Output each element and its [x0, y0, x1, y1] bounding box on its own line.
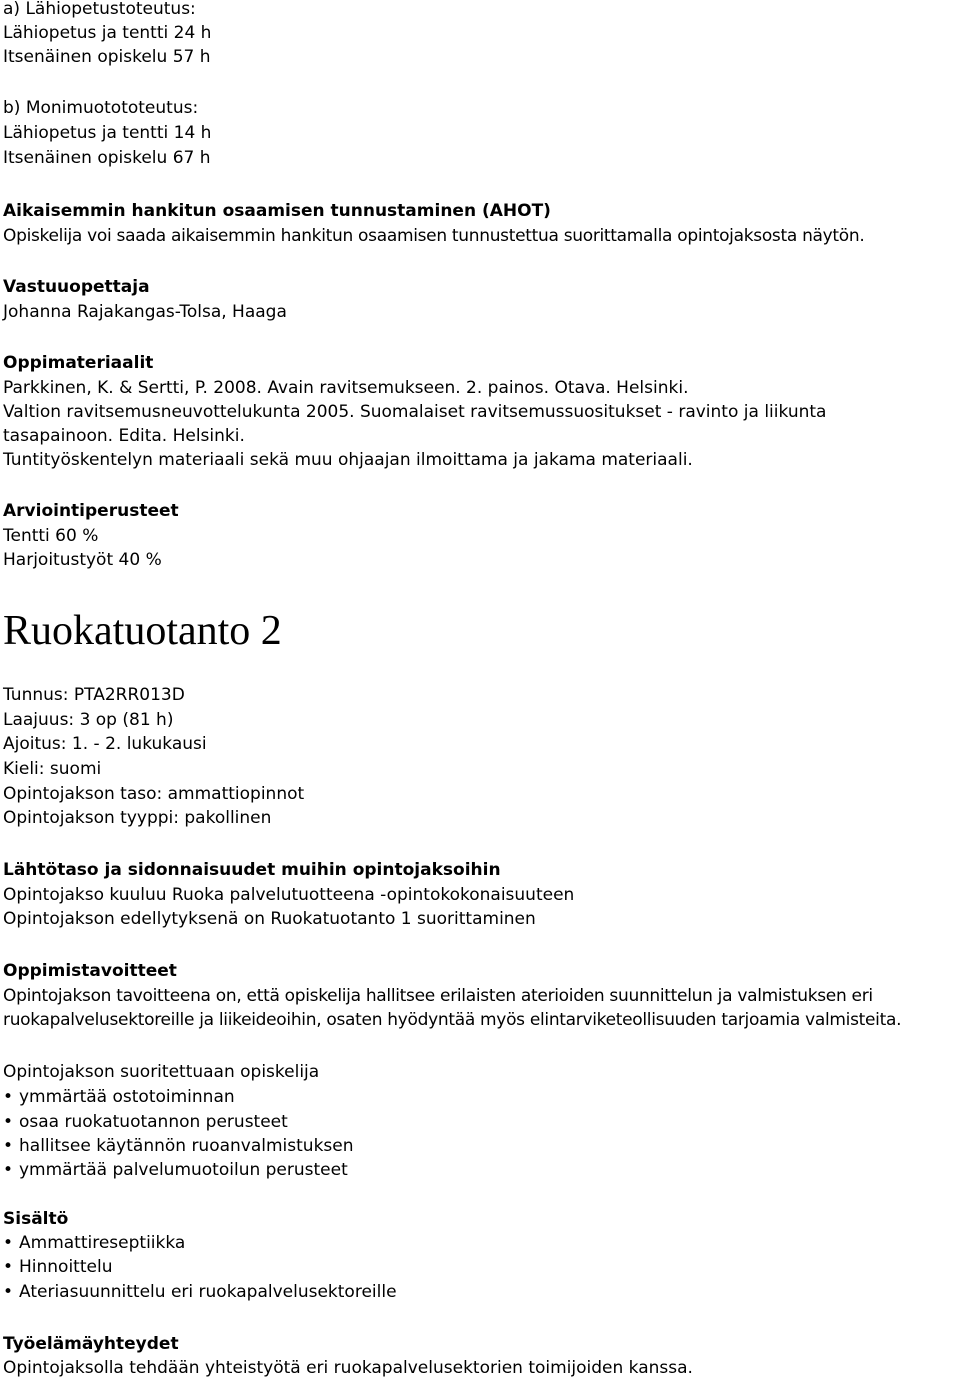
course-level: Opintojakson taso: ammattiopinnot [3, 784, 305, 804]
implementation-b-title: b) Monimuotototeutus: [3, 98, 199, 118]
list-item: • Ammattireseptiikka [3, 1231, 185, 1255]
ahot-heading: Aikaisemmin hankitun osaamisen tunnustaminen (AHOT) [3, 201, 551, 221]
content-heading: Sisältö [3, 1209, 69, 1229]
list-item: • Hinnoittelu [3, 1255, 112, 1279]
worklife-text: Opintojaksolla tehdään yhteistyötä eri ruokapalvelusektorien toimijoiden kanssa. [3, 1358, 693, 1378]
prerequisites-line: Opintojakso kuuluu Ruoka palvelutuotteena -opintokokonaisuuteen [3, 885, 575, 905]
list-item: • Ateriasuunnittelu eri ruokapalvelusektoreille [3, 1280, 397, 1304]
ahot-text: Opiskelija voi saada aikaisemmin hankitun osaamisen tunnustettua suorittamalla opintojaksosta näytön. [3, 226, 865, 246]
list-item: • ymmärtää ostotoiminnan [3, 1085, 235, 1109]
course-type: Opintojakson tyyppi: pakollinen [3, 808, 272, 828]
materials-heading: Oppimateriaalit [3, 353, 154, 373]
materials-line: Parkkinen, K. & Sertti, P. 2008. Avain ravitsemukseen. 2. painos. Otava. Helsinki. [3, 378, 689, 398]
course-scope: Laajuus: 3 op (81 h) [3, 710, 174, 730]
teacher-heading: Vastuuopettaja [3, 277, 150, 297]
materials-line: Valtion ravitsemusneuvottelukunta 2005. Suomalaiset ravitsemussuositukset - ravinto ja liikunta [3, 402, 827, 422]
course-title: Ruokatuotanto 2 [3, 608, 282, 654]
teacher-name: Johanna Rajakangas-Tolsa, Haaga [3, 302, 287, 322]
objectives-line: Opintojakson tavoitteena on, että opiskelija hallitsee erilaisten aterioiden suunnittelun ja valmistuksen eri [3, 986, 873, 1006]
list-item: • ymmärtää palvelumuotoilun perusteet [3, 1158, 348, 1182]
objectives-line: ruokapalvelusektoreille ja liikeideoihin, osaten hyödyntää myös elintarviketeollisuuden tarjoamia valmisteita. [3, 1010, 902, 1030]
objectives-heading: Oppimistavoitteet [3, 961, 177, 981]
list-item: • osaa ruokatuotannon perusteet [3, 1110, 288, 1134]
implementation-a-title: a) Lähiopetustoteutus: [3, 0, 196, 19]
worklife-heading: Työelämäyhteydet [3, 1334, 179, 1354]
course-language: Kieli: suomi [3, 759, 102, 779]
materials-line: tasapainoon. Edita. Helsinki. [3, 426, 245, 446]
implementation-a-line: Itsenäinen opiskelu 57 h [3, 47, 211, 67]
implementation-b-line: Itsenäinen opiskelu 67 h [3, 148, 211, 168]
objectives-intro: Opintojakson suoritettuaan opiskelija [3, 1062, 320, 1082]
assessment-heading: Arviointiperusteet [3, 501, 179, 521]
implementation-b-line: Lähiopetus ja tentti 14 h [3, 123, 212, 143]
assessment-line: Harjoitustyöt 40 % [3, 550, 162, 570]
course-code: Tunnus: PTA2RR013D [3, 685, 185, 705]
assessment-line: Tentti 60 % [3, 526, 99, 546]
materials-line: Tuntityöskentelyn materiaali sekä muu ohjaajan ilmoittama ja jakama materiaali. [3, 450, 693, 470]
implementation-a-line: Lähiopetus ja tentti 24 h [3, 23, 212, 43]
prerequisites-heading: Lähtötaso ja sidonnaisuudet muihin opintojaksoihin [3, 860, 501, 880]
prerequisites-line: Opintojakson edellytyksenä on Ruokatuotanto 1 suorittaminen [3, 909, 536, 929]
course-timing: Ajoitus: 1. - 2. lukukausi [3, 734, 207, 754]
list-item: • hallitsee käytännön ruoanvalmistuksen [3, 1134, 354, 1158]
